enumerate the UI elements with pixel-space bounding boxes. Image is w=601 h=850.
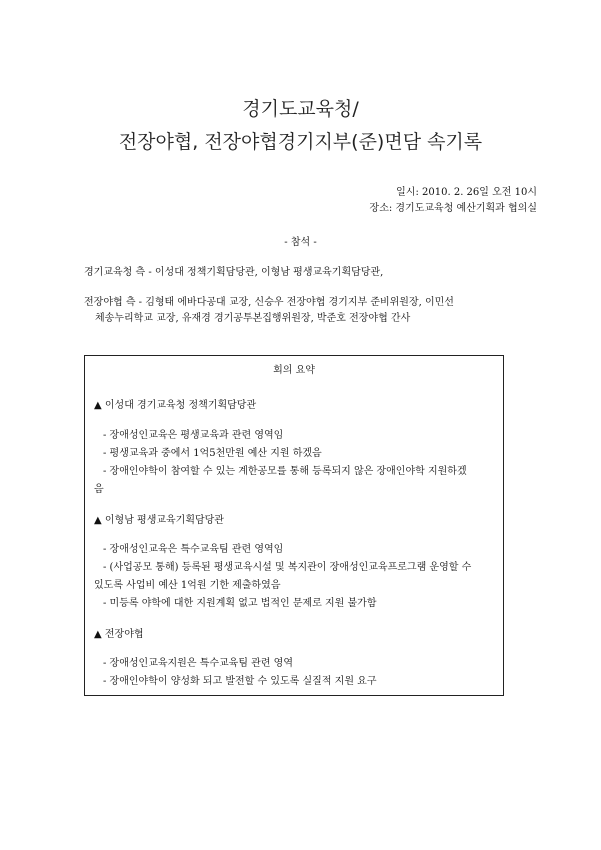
list-item: - 평생교육과 중에서 1억5천만원 예산 지원 하겠음 (103, 448, 322, 459)
document-title-line2: 전장야협, 전장야협경기지부(준)면담 속기록 (118, 131, 483, 153)
section-heading: ▲ 이형남 평생교육기획담당관 (94, 515, 224, 526)
jeonjang-attendees-line2: 체송누리학교 교장, 유재경 경기공투본집행위원장, 박준호 전장야협 간사 (95, 313, 411, 324)
list-item-continuation: 음 (94, 484, 104, 495)
list-item-continuation: 있도록 사업비 예산 1억원 기한 제출하였음 (94, 580, 281, 591)
list-item: - 장애인야학이 참여할 수 있는 계한공모를 통해 등록되지 않은 장애인야학 지원하겠 (103, 466, 467, 477)
gyeonggi-attendees: 경기교육청 측 - 이성대 정책기획담당관, 이형남 평생교육기획담당관, (84, 267, 384, 278)
meeting-summary-box (84, 355, 504, 696)
meeting-place: 장소: 경기도교육청 예산기획과 협의실 (369, 203, 537, 214)
document-title-line1: 경기도교육청/ (242, 98, 359, 120)
jeonjang-attendees-line1: 전장야협 측 - 김형태 에바다공대 교장, 신승우 전장야협 경기지부 준비위원장, 이민선 (84, 297, 454, 308)
section-heading: ▲ 전장야협 (94, 629, 144, 640)
list-item: - 미등록 야학에 대한 지원계획 없고 법적인 문제로 지원 불가함 (103, 598, 377, 609)
meeting-date: 일시: 2010. 2. 26일 오전 10시 (396, 187, 537, 198)
section-heading: ▲ 이성대 경기교육청 정책기획담당관 (94, 400, 257, 411)
attendees-heading: - 참석 - (284, 237, 317, 248)
list-item: - 장애성인교육은 특수교육팀 관련 영역임 (103, 544, 284, 555)
list-item: - 장애인야학이 양성화 되고 발전할 수 있도록 실질적 지원 요구 (103, 676, 377, 687)
list-item: - (사업공모 통해) 등록된 평생교육시설 및 복지관이 장애성인교육프로그램 운영할 수 (103, 562, 472, 573)
list-item: - 장애성인교육지원은 특수교육팀 관련 영역 (103, 658, 293, 669)
summary-heading: 회의 요약 (273, 365, 315, 376)
list-item: - 장애성인교육은 평생교육과 관련 영역임 (103, 430, 284, 441)
